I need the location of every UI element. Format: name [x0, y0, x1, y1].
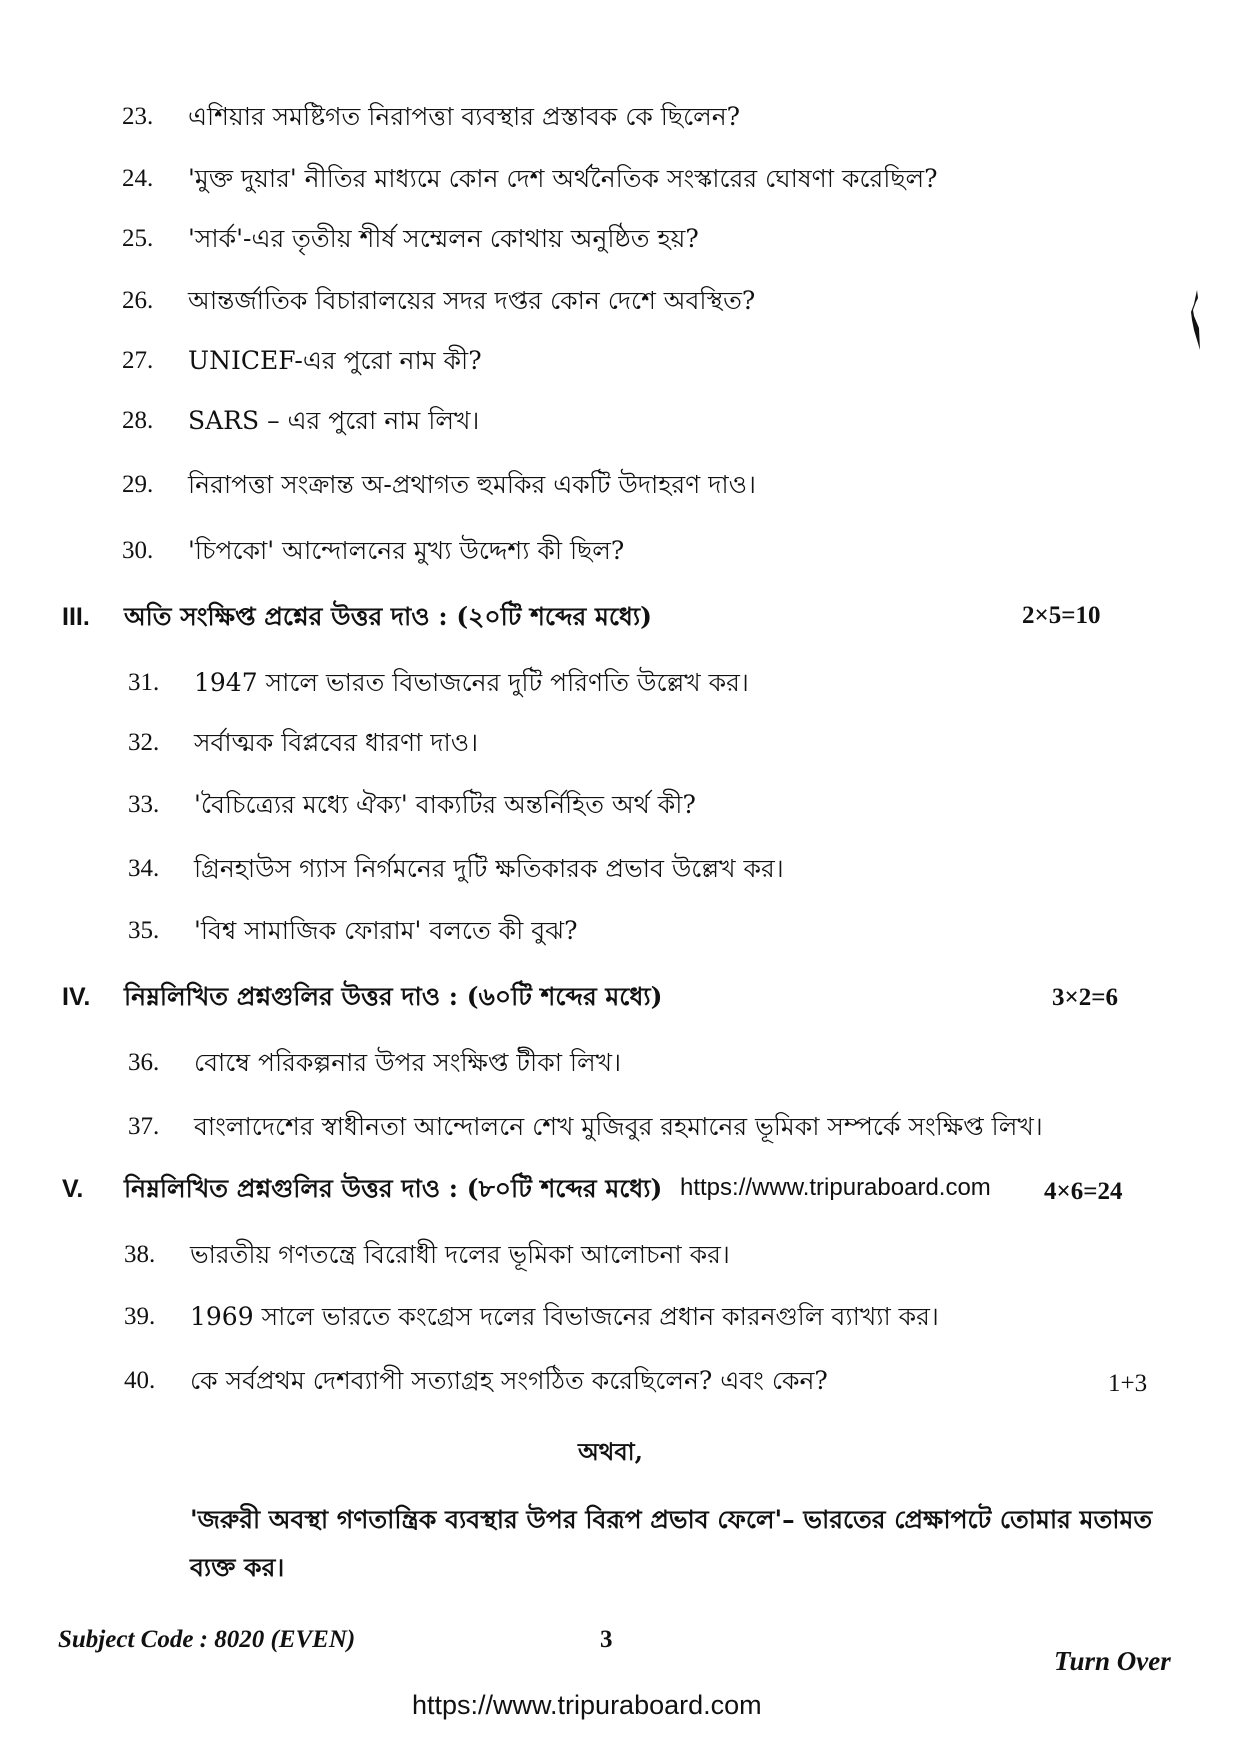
alternative-question-text: 'জরুরী অবস্থা গণতান্ত্রিক ব্যবস্থার উপর বিরূপ প্রভাব ফেলে'– ভারতের প্রেক্ষাপটে তোমার মতামত ব্যক্ত কর। [190, 1505, 1153, 1582]
inline-watermark-url[interactable]: https://www.tripuraboard.com [680, 1174, 991, 1201]
question-number: 27. [122, 347, 154, 374]
section-5-marks: 4×6=24 [1044, 1178, 1123, 1205]
question-number: 23. [122, 103, 154, 130]
question-number: 31. [128, 669, 160, 696]
question-text: 'সার্ক'-এর তৃতীয় শীর্ষ সম্মেলন কোথায় অনুষ্ঠিত হয়? [188, 224, 699, 253]
question-text: এশিয়ার সমষ্টিগত নিরাপত্তা ব্যবস্থার প্রস্তাবক কে ছিলেন? [188, 102, 741, 131]
question-number: 24. [122, 165, 154, 192]
question-40-marks: 1+3 [1108, 1370, 1148, 1397]
section-roman-numeral: V. [62, 1175, 84, 1203]
question-number: 35. [128, 917, 160, 944]
question-number: 37. [128, 1113, 160, 1140]
turn-over-label: Turn Over [1054, 1646, 1171, 1676]
question-number: 26. [122, 287, 154, 314]
scan-mark-icon [1191, 290, 1201, 352]
question-text: বোম্বে পরিকল্পনার উপর সংক্ষিপ্ত টীকা লিখ। [194, 1048, 622, 1077]
page-number: 3 [600, 1626, 613, 1653]
question-number: 36. [128, 1049, 160, 1076]
question-number: 33. [128, 791, 160, 818]
question-number: 32. [128, 729, 160, 756]
question-text: ভারতীয় গণতন্ত্রে বিরোধী দলের ভূমিকা আলোচনা কর। [190, 1240, 730, 1269]
question-number: 29. [122, 471, 154, 498]
question-text: গ্রিনহাউস গ্যাস নির্গমনের দুটি ক্ষতিকারক প্রভাব উল্লেখ কর। [194, 854, 784, 883]
question-number: 30. [122, 537, 154, 564]
question-number: 34. [128, 855, 160, 882]
question-text: SARS – এর পুরো নাম লিখ। [188, 406, 480, 435]
question-text: 'বিশ্ব সামাজিক ফোরাম' বলতে কী বুঝ? [194, 916, 578, 945]
or-label: অথবা, [578, 1437, 644, 1466]
subject-code: Subject Code : 8020 (EVEN) [58, 1626, 356, 1653]
question-text: UNICEF-এর পুরো নাম কী? [188, 346, 482, 375]
question-text: 'চিপকো' আন্দোলনের মুখ্য উদ্দেশ্য কী ছিল? [188, 536, 625, 565]
question-number: 38. [124, 1241, 156, 1268]
question-text: 'মুক্ত দুয়ার' নীতির মাধ্যমে কোন দেশ অর্থনৈতিক সংস্কারের ঘোষণা করেছিল? [188, 164, 938, 193]
section-instruction: অতি সংক্ষিপ্ত প্রশ্নের উত্তর দাও : (২০টি শব্দের মধ্যে) [124, 602, 653, 631]
section-instruction: নিম্নলিখিত প্রশ্নগুলির উত্তর দাও : (৮০টি শব্দের মধ্যে) [124, 1174, 663, 1203]
question-text: কে সর্বপ্রথম দেশব্যাপী সত্যাগ্রহ সংগঠিত করেছিলেন? এবং কেন? [190, 1366, 828, 1395]
section-3-marks: 2×5=10 [1022, 602, 1101, 629]
question-text: আন্তর্জাতিক বিচারালয়ের সদর দপ্তর কোন দেশে অবস্থিত? [188, 286, 756, 315]
section-instruction: নিম্নলিখিত প্রশ্নগুলির উত্তর দাও : (৬০টি শব্দের মধ্যে) [124, 982, 663, 1011]
question-number: 40. [124, 1367, 156, 1394]
question-text: সর্বাত্মক বিপ্লবের ধারণা দাও। [194, 728, 479, 757]
footer-watermark-url[interactable]: https://www.tripuraboard.com [412, 1690, 762, 1720]
question-text: নিরাপত্তা সংক্রান্ত অ-প্রথাগত হুমকির একটি উদাহরণ দাও। [188, 470, 756, 499]
question-text: 1947 সালে ভারত বিভাজনের দুটি পরিণতি উল্লেখ কর। [194, 668, 749, 697]
question-number: 25. [122, 225, 154, 252]
section-roman-numeral: IV. [62, 983, 91, 1011]
question-number: 39. [124, 1303, 156, 1330]
question-text: 'বৈচিত্র্যের মধ্যে ঐক্য' বাক্যটির অন্তর্নিহিত অর্থ কী? [194, 790, 696, 819]
section-4-marks: 3×2=6 [1052, 984, 1118, 1011]
question-number: 28. [122, 407, 154, 434]
section-roman-numeral: III. [62, 603, 90, 631]
question-text: বাংলাদেশের স্বাধীনতা আন্দোলনে শেখ মুজিবুর রহমানের ভূমিকা সম্পর্কে সংক্ষিপ্ত লিখ। [194, 1112, 1043, 1141]
question-text: 1969 সালে ভারতে কংগ্রেস দলের বিভাজনের প্রধান কারনগুলি ব্যাখ্যা কর। [190, 1302, 939, 1331]
